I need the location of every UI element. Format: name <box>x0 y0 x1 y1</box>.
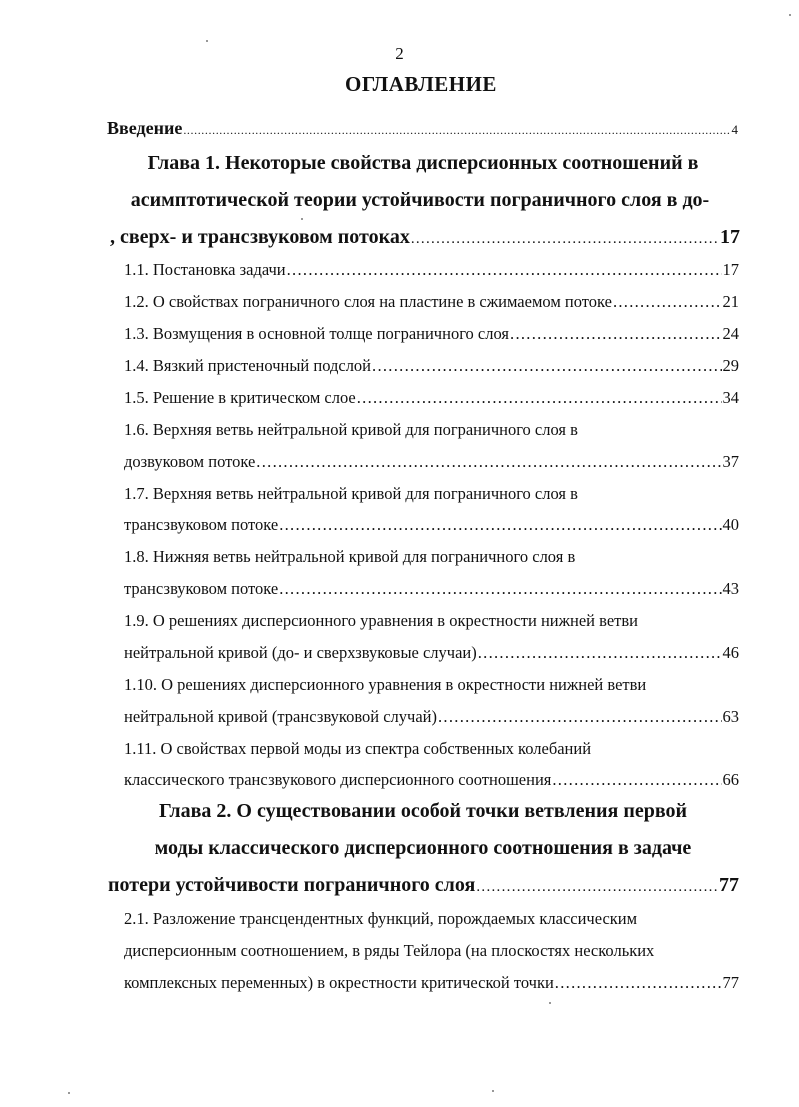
toc-section-1-8-line-2[interactable] <box>124 576 739 602</box>
chapter-title-text: Глава 1. Некоторые свойства дисперсионных соотношений в <box>147 152 699 174</box>
toc-section-1-2[interactable] <box>124 289 739 315</box>
toc-section-1-11-line-2[interactable] <box>124 767 739 793</box>
dot-leader <box>552 767 721 793</box>
section-title: комплексных переменных) в окрестности критической точки <box>124 973 554 992</box>
toc-section-1-1[interactable] <box>124 257 739 283</box>
scan-speck <box>492 1090 494 1092</box>
section-title: 1.4. Вязкий пристеночный подслой <box>124 356 372 375</box>
dot-leader <box>438 704 722 730</box>
dot-leader <box>555 970 722 996</box>
section-title: нейтральной кривой (трансзвуковой случай) <box>124 707 437 726</box>
toc-chapter-2-line-2[interactable] <box>108 835 738 861</box>
section-page: 29 <box>722 356 739 375</box>
section-title: 1.10. О решениях дисперсионного уравнения в окрестности нижней ветви <box>124 675 647 694</box>
toc-section-1-5[interactable] <box>124 385 739 411</box>
dot-leader <box>279 576 721 602</box>
section-title: 1.9. О решениях дисперсионного уравнения в окрестности нижней ветви <box>124 611 638 630</box>
section-page: 24 <box>722 324 739 343</box>
section-title: 1.7. Верхняя ветвь нейтральной кривой для пограничного слоя в <box>124 484 578 503</box>
dot-leader <box>411 224 719 252</box>
section-page: 66 <box>722 770 739 789</box>
toc-entry-page: 17 <box>720 226 740 248</box>
toc-section-2-1-line-1[interactable] <box>124 906 739 932</box>
toc-chapter-1-line-2[interactable] <box>100 187 740 213</box>
section-title: нейтральной кривой (до- и сверхзвуковые случаи) <box>124 643 477 662</box>
chapter-title-text: асимптотической теории устойчивости пограничного слоя в до- <box>130 189 710 211</box>
chapter-title-text: , сверх- и трансзвуковом потоках <box>110 226 410 248</box>
toc-entry-introduction[interactable] <box>107 115 738 141</box>
section-title: 1.8. Нижняя ветвь нейтральной кривой для пограничного слоя в <box>124 547 576 566</box>
section-page: 37 <box>722 452 739 471</box>
toc-section-2-1-line-2[interactable] <box>124 938 739 964</box>
toc-section-1-6-line-2[interactable] <box>124 449 739 475</box>
scan-speck <box>301 218 303 220</box>
dot-leader <box>372 353 721 379</box>
toc-section-1-11-line-1[interactable] <box>124 736 739 762</box>
dot-leader <box>183 115 730 143</box>
dot-leader <box>256 449 721 475</box>
section-page: 43 <box>722 579 739 598</box>
section-title: 1.1. Постановка задачи <box>124 260 286 279</box>
section-title: трансзвуковом потоке <box>124 579 279 598</box>
toc-section-1-6-line-1[interactable] <box>124 417 739 443</box>
dot-leader <box>510 321 721 347</box>
dot-leader <box>478 640 722 666</box>
chapter-title-text: потери устойчивости пограничного слоя <box>108 874 476 896</box>
section-page: 46 <box>722 643 739 662</box>
toc-section-1-7-line-1[interactable] <box>124 481 739 507</box>
section-title: классического трансзвукового дисперсионного соотношения <box>124 770 552 789</box>
toc-section-1-9-line-2[interactable] <box>124 640 739 666</box>
toc-chapter-1-line-1[interactable] <box>108 150 738 176</box>
dot-leader <box>279 512 721 538</box>
dot-leader <box>613 289 722 315</box>
page-number: 2 <box>395 44 404 63</box>
section-page: 21 <box>722 292 739 311</box>
scan-speck <box>206 40 208 42</box>
dot-leader <box>357 385 722 411</box>
section-page: 17 <box>722 260 739 279</box>
section-page: 34 <box>722 388 739 407</box>
dot-leader <box>476 872 718 900</box>
toc-chapter-2-line-3[interactable] <box>108 872 739 898</box>
section-page: 77 <box>722 973 739 992</box>
toc-section-1-10-line-2[interactable] <box>124 704 739 730</box>
toc-section-1-8-line-1[interactable] <box>124 544 739 570</box>
toc-entry-page: 4 <box>731 122 738 137</box>
toc-section-1-3[interactable] <box>124 321 739 347</box>
section-page: 63 <box>722 707 739 726</box>
section-page: 40 <box>722 515 739 534</box>
section-title: 1.5. Решение в критическом слое <box>124 388 356 407</box>
section-title: 1.11. О свойствах первой моды из спектра собственных колебаний <box>124 739 592 758</box>
dot-leader <box>287 257 722 283</box>
chapter-title-text: моды классического дисперсионного соотношения в задаче <box>154 837 692 859</box>
toc-section-2-1-line-3[interactable] <box>124 970 739 996</box>
section-title: дисперсионным соотношением, в ряды Тейлора (на плоскостях нескольких <box>124 941 655 960</box>
toc-chapter-2-line-1[interactable] <box>108 798 738 824</box>
section-title: дозвуковом потоке <box>124 452 256 471</box>
toc-section-1-7-line-2[interactable] <box>124 512 739 538</box>
scan-speck <box>789 14 791 16</box>
section-title: 1.3. Возмущения в основной толще пограничного слоя <box>124 324 510 343</box>
toc-section-1-10-line-1[interactable] <box>124 672 739 698</box>
toc-entry-title: Введение <box>107 118 183 138</box>
section-title: 1.2. О свойствах пограничного слоя на пластине в сжимаемом потоке <box>124 292 612 311</box>
toc-entry-page: 77 <box>719 874 739 896</box>
toc-section-1-4[interactable] <box>124 353 739 379</box>
chapter-title-text: Глава 2. О существовании особой точки ветвления первой <box>158 800 688 822</box>
toc-section-1-9-line-1[interactable] <box>124 608 739 634</box>
section-title: трансзвуковом потоке <box>124 515 279 534</box>
scan-speck <box>68 1092 70 1094</box>
section-title: 1.6. Верхняя ветвь нейтральной кривой для пограничного слоя в <box>124 420 578 439</box>
toc-chapter-1-line-3[interactable] <box>110 224 740 250</box>
page-title: ОГЛАВЛЕНИЕ <box>345 72 497 96</box>
scan-speck <box>549 1002 551 1004</box>
section-title: 2.1. Разложение трансцендентных функций, порождаемых классическим <box>124 909 638 928</box>
